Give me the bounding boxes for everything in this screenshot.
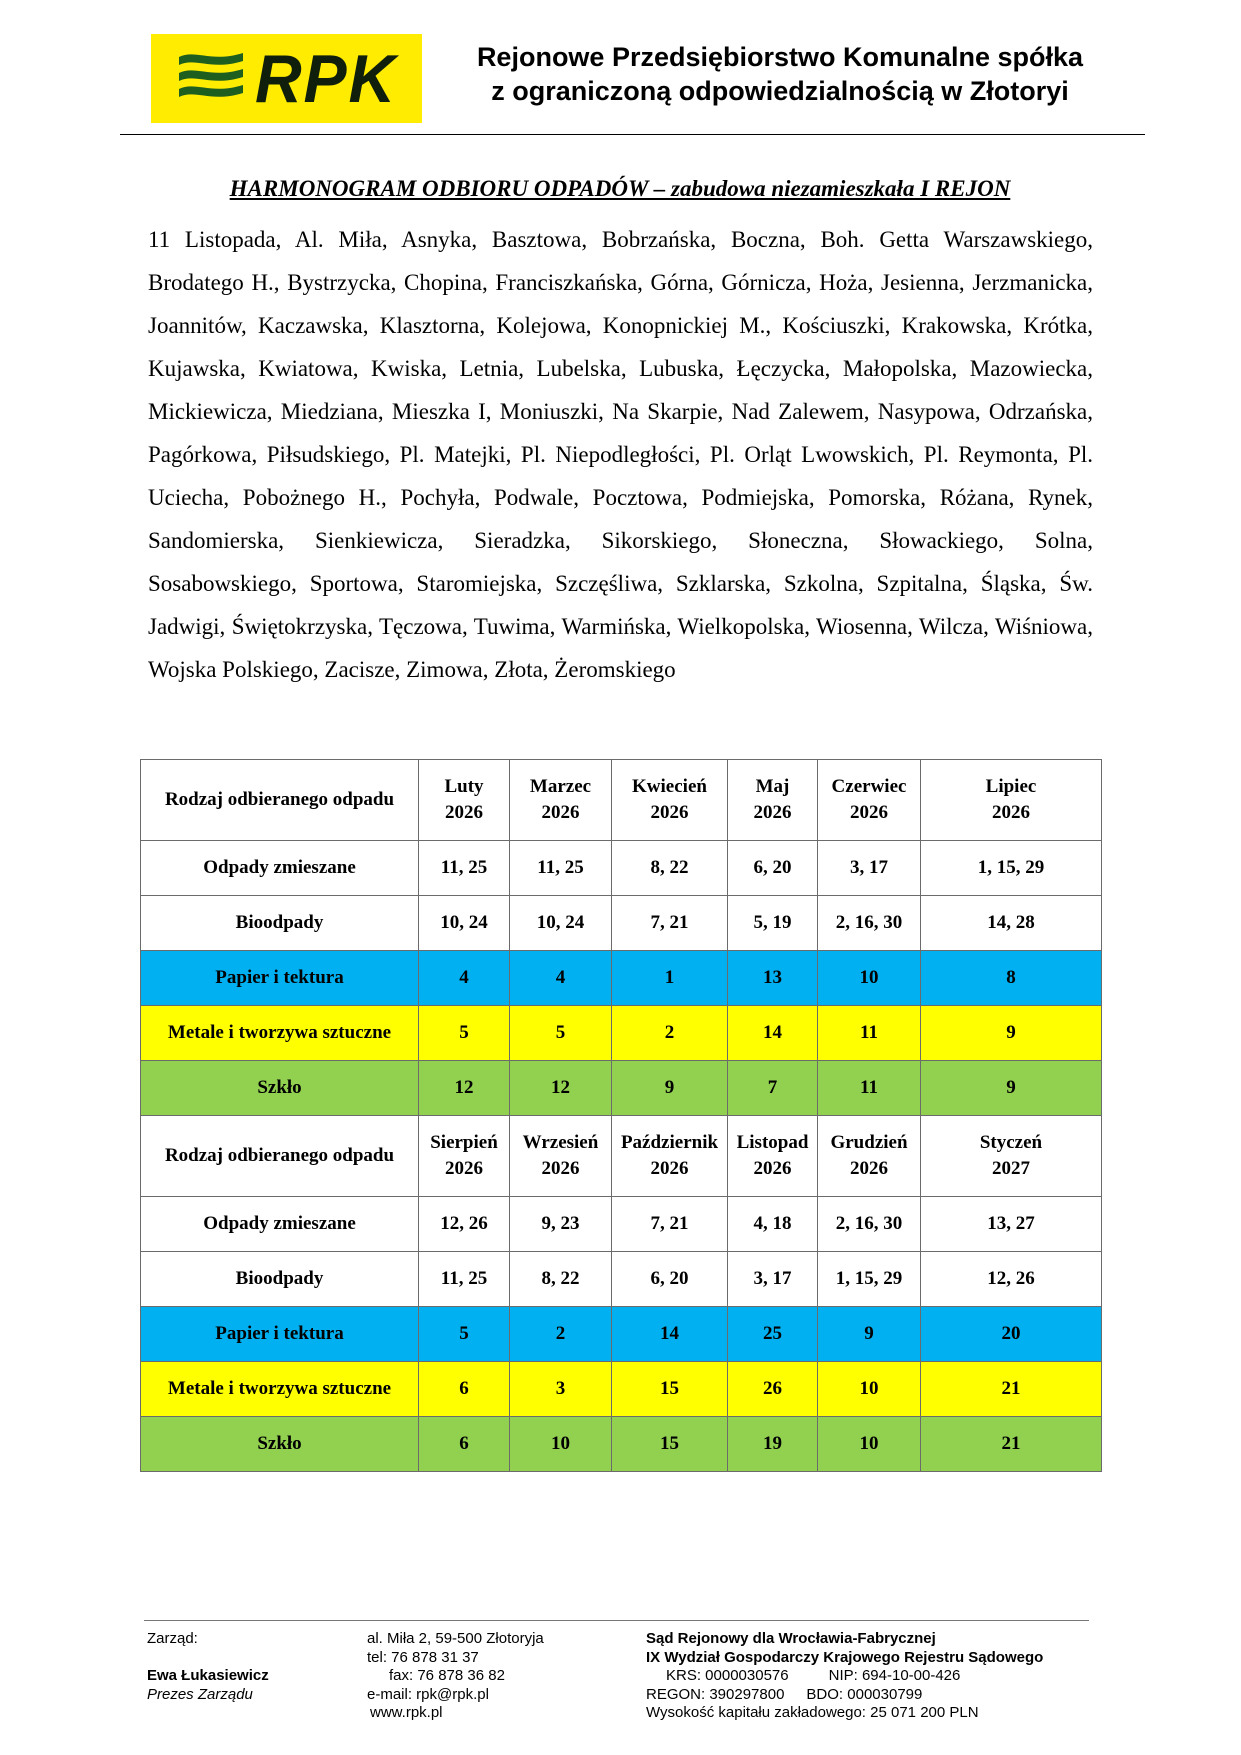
regon-number: REGON: 390297800 <box>646 1685 785 1703</box>
waste-type-header: Rodzaj odbieranego odpadu <box>141 1116 419 1197</box>
company-line-1: Rejonowe Przedsiębiorstwo Komunalne spółka <box>476 42 1084 72</box>
month-header <box>728 1116 818 1197</box>
pickup-dates-cell: 2, 16, 30 <box>818 1197 921 1252</box>
pickup-dates-cell: 8, 22 <box>510 1252 612 1307</box>
pickup-dates-cell: 4 <box>419 951 510 1006</box>
pickup-dates-cell: 14, 28 <box>921 896 1102 951</box>
month-name: Luty <box>444 776 484 797</box>
month-header <box>728 760 818 841</box>
pickup-dates-cell: 10, 24 <box>510 896 612 951</box>
table-row <box>141 1252 1102 1307</box>
pickup-dates-cell: 12, 26 <box>419 1197 510 1252</box>
pickup-dates-cell: 20 <box>921 1307 1102 1362</box>
month-header <box>612 760 728 841</box>
krs-number: KRS: 0000030576 <box>666 1667 789 1684</box>
waste-type-cell: Odpady zmieszane <box>141 1197 419 1252</box>
pickup-dates-cell: 9 <box>612 1061 728 1116</box>
table-row <box>141 951 1102 1006</box>
pickup-dates-cell: 13, 27 <box>921 1197 1102 1252</box>
pickup-dates-cell: 6, 20 <box>728 841 818 896</box>
month-header <box>510 1116 612 1197</box>
pickup-dates-cell: 9 <box>818 1307 921 1362</box>
footer-contact <box>367 1630 544 1723</box>
month-header <box>921 1116 1102 1197</box>
footer-divider <box>144 1620 1089 1621</box>
company-line-2: z ograniczoną odpowiedzialnością w Złotoryi <box>491 76 1069 106</box>
pickup-dates-cell: 7, 21 <box>612 896 728 951</box>
month-name: Styczeń <box>979 1132 1043 1153</box>
telephone: tel: 76 878 31 37 <box>367 1648 479 1666</box>
pickup-dates-cell: 1 <box>612 951 728 1006</box>
pickup-dates-cell: 11, 25 <box>419 841 510 896</box>
pickup-dates-cell: 11, 25 <box>510 841 612 896</box>
month-name: Kwiecień <box>632 776 707 797</box>
pickup-dates-cell: 3 <box>510 1362 612 1417</box>
pickup-dates-cell: 11 <box>818 1006 921 1061</box>
pickup-dates-cell: 2 <box>612 1006 728 1061</box>
waste-type-cell: Bioodpady <box>141 1252 419 1307</box>
month-year: 2026 <box>541 802 580 823</box>
logo-text: RPK <box>255 40 398 117</box>
table-row <box>141 841 1102 896</box>
pickup-dates-cell: 25 <box>728 1307 818 1362</box>
month-year: 2026 <box>850 802 888 823</box>
month-name: Czerwiec <box>831 776 907 797</box>
month-name: Listopad <box>736 1132 809 1153</box>
president-title: Prezes Zarządu <box>147 1685 253 1703</box>
pickup-dates-cell: 9 <box>921 1061 1102 1116</box>
waste-type-cell: Szkło <box>141 1061 419 1116</box>
website-link[interactable]: www.rpk.pl <box>370 1704 443 1721</box>
collection-schedule-table <box>140 759 1102 1472</box>
pickup-dates-cell: 26 <box>728 1362 818 1417</box>
street-list: 11 Listopada, Al. Miła, Asnyka, Basztowa, Bobrzańska, Boczna, Boh. Getta Warszawskiego, Brodatego H., Bystrzycka, Chopina, Franciszkańska, Górna, Górnicza, Hoża, Jesienna, Jerzmanicka, Joannitów, Kaczawska, Klasztorna, Kolejowa, Konopnickiej M., Kościuszki, Krakowska, Krótka, Kujawska, Kwiatowa, Kwiska, Letnia, Lubelska, Lubuska, Łęczycka, Małopolska, Mazowiecka, Mickiewicza, Miedziana, Mieszka I, Moniuszki, Na Skarpie, Nad Zalewem, Nasypowa, Odrzańska, Pagórkowa, Piłsudskiego, Pl. Matejki, Pl. Niepodległości, Pl. Orląt Lwowskich, Pl. Reymonta, Pl. Uciecha, Pobożnego H., Pochyła, Podwale, Pocztowa, Podmiejska, Pomorska, Różana, Rynek, Sandomierska, Sienkiewicza, Sieradzka, Sikorskiego, Słoneczna, Słowackiego, Solna, Sosabowskiego, Sportowa, Staromiejska, Szczęśliwa, Szklarska, Szkolna, Szpitalna, Śląska, Św. Jadwigi, Świętokrzyska, Tęczowa, Tuwima, Warmińska, Wielkopolska, Wiosenna, Wilcza, Wiśniowa, Wojska Polskiego, Zacisze, Zimowa, Złota, Żeromskiego <box>148 227 1093 682</box>
month-year: 2026 <box>650 1158 689 1179</box>
month-header <box>419 760 510 841</box>
court-line-2: IX Wydział Gospodarczy Krajowego Rejestru Sądowego <box>646 1648 1044 1666</box>
bdo-number: BDO: 000030799 <box>806 1685 923 1703</box>
pickup-dates-cell: 5, 19 <box>728 896 818 951</box>
email-link[interactable]: e-mail: rpk@rpk.pl <box>367 1685 489 1703</box>
pickup-dates-cell: 4, 18 <box>728 1197 818 1252</box>
pickup-dates-cell: 10 <box>818 1417 921 1472</box>
pickup-dates-cell: 15 <box>612 1417 728 1472</box>
waste-type-cell: Szkło <box>141 1417 419 1472</box>
month-header <box>921 760 1102 841</box>
pickup-dates-cell: 12 <box>510 1061 612 1116</box>
pickup-dates-cell: 8, 22 <box>612 841 728 896</box>
table-row <box>141 1307 1102 1362</box>
month-year: 2026 <box>753 1158 792 1179</box>
table-header-row <box>141 1116 1102 1197</box>
month-name: Marzec <box>529 776 592 797</box>
month-year: 2026 <box>445 802 483 823</box>
pickup-dates-cell: 2, 16, 30 <box>818 896 921 951</box>
pickup-dates-cell: 5 <box>419 1307 510 1362</box>
month-year: 2026 <box>753 802 792 823</box>
president-name: Ewa Łukasiewicz <box>147 1667 269 1684</box>
address: al. Miła 2, 59-500 Złotoryja <box>367 1630 544 1647</box>
table-row <box>141 1362 1102 1417</box>
pickup-dates-cell: 7, 21 <box>612 1197 728 1252</box>
pickup-dates-cell: 5 <box>510 1006 612 1061</box>
month-header <box>818 1116 921 1197</box>
pickup-dates-cell: 1, 15, 29 <box>818 1252 921 1307</box>
pickup-dates-cell: 19 <box>728 1417 818 1472</box>
pickup-dates-cell: 21 <box>921 1417 1102 1472</box>
pickup-dates-cell: 13 <box>728 951 818 1006</box>
pickup-dates-cell: 11 <box>818 1061 921 1116</box>
nip-number: NIP: 694-10-00-426 <box>828 1667 961 1684</box>
share-capital: Wysokość kapitału zakładowego: 25 071 200 PLN <box>646 1704 979 1721</box>
header-divider <box>120 134 1145 135</box>
pickup-dates-cell: 10 <box>510 1417 612 1472</box>
pickup-dates-cell: 6 <box>419 1417 510 1472</box>
month-year: 2026 <box>541 1158 580 1179</box>
table-row <box>141 1061 1102 1116</box>
pickup-dates-cell: 1, 15, 29 <box>921 841 1102 896</box>
pickup-dates-cell: 9 <box>921 1006 1102 1061</box>
month-header <box>818 760 921 841</box>
waste-type-cell: Metale i tworzywa sztuczne <box>141 1006 419 1061</box>
pickup-dates-cell: 14 <box>612 1307 728 1362</box>
month-name: Październik <box>620 1132 719 1153</box>
waste-type-cell: Papier i tektura <box>141 951 419 1006</box>
rpk-logo <box>151 34 422 123</box>
pickup-dates-cell: 10 <box>818 1362 921 1417</box>
pickup-dates-cell: 12 <box>419 1061 510 1116</box>
pickup-dates-cell: 8 <box>921 951 1102 1006</box>
waste-type-cell: Metale i tworzywa sztuczne <box>141 1362 419 1417</box>
table-row <box>141 1197 1102 1252</box>
table-row <box>141 896 1102 951</box>
footer-registry <box>646 1630 1043 1723</box>
company-name <box>430 40 1130 108</box>
month-name: Wrzesień <box>522 1132 599 1153</box>
month-year: 2026 <box>992 802 1030 823</box>
month-name: Lipiec <box>985 776 1037 797</box>
month-year: 2027 <box>992 1158 1030 1179</box>
pickup-dates-cell: 6, 20 <box>612 1252 728 1307</box>
waste-type-cell: Papier i tektura <box>141 1307 419 1362</box>
table-row <box>141 1006 1102 1061</box>
pickup-dates-cell: 10, 24 <box>419 896 510 951</box>
pickup-dates-cell: 7 <box>728 1061 818 1116</box>
pickup-dates-cell: 11, 25 <box>419 1252 510 1307</box>
pickup-dates-cell: 3, 17 <box>818 841 921 896</box>
pickup-dates-cell: 12, 26 <box>921 1252 1102 1307</box>
month-name: Maj <box>755 776 790 797</box>
pickup-dates-cell: 10 <box>818 951 921 1006</box>
month-name: Grudzień <box>830 1132 908 1153</box>
fax: fax: 76 878 36 82 <box>389 1667 505 1684</box>
pickup-dates-cell: 21 <box>921 1362 1102 1417</box>
court-line-1: Sąd Rejonowy dla Wrocławia-Fabrycznej <box>646 1630 936 1647</box>
month-year: 2026 <box>650 802 689 823</box>
waves-logo-icon <box>175 47 247 111</box>
board-label: Zarząd: <box>147 1630 198 1647</box>
pickup-dates-cell: 3, 17 <box>728 1252 818 1307</box>
pickup-dates-cell: 9, 23 <box>510 1197 612 1252</box>
document-title: HARMONOGRAM ODBIORU ODPADÓW – zabudowa niezamieszkała I REJON <box>229 176 1011 201</box>
waste-type-cell: Bioodpady <box>141 896 419 951</box>
month-name: Sierpień <box>430 1132 498 1153</box>
month-header <box>612 1116 728 1197</box>
month-header <box>510 760 612 841</box>
pickup-dates-cell: 4 <box>510 951 612 1006</box>
pickup-dates-cell: 2 <box>510 1307 612 1362</box>
month-year: 2026 <box>445 1158 483 1179</box>
pickup-dates-cell: 14 <box>728 1006 818 1061</box>
table-header-row <box>141 760 1102 841</box>
pickup-dates-cell: 5 <box>419 1006 510 1061</box>
table-row <box>141 1417 1102 1472</box>
month-year: 2026 <box>850 1158 888 1179</box>
footer-board <box>147 1630 269 1704</box>
waste-type-header: Rodzaj odbieranego odpadu <box>141 760 419 841</box>
waste-type-cell: Odpady zmieszane <box>141 841 419 896</box>
month-header <box>419 1116 510 1197</box>
pickup-dates-cell: 6 <box>419 1362 510 1417</box>
pickup-dates-cell: 15 <box>612 1362 728 1417</box>
